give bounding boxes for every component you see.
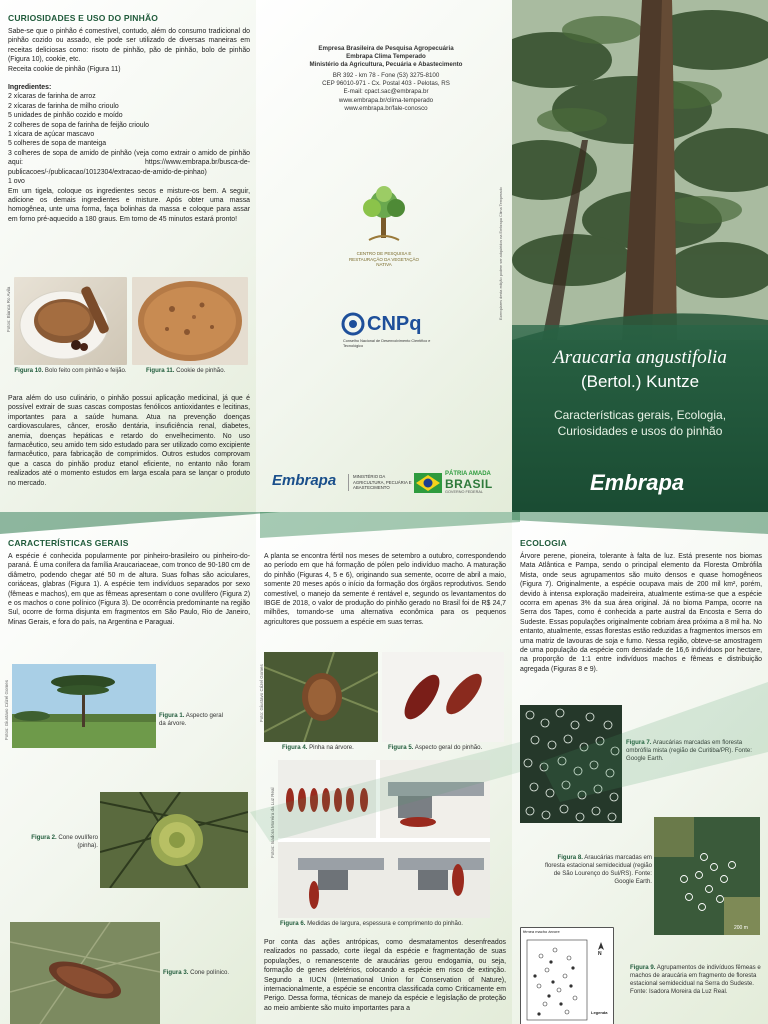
satellite-photo-2 [654, 817, 760, 935]
satellite-image-2 [654, 817, 760, 935]
cone-image [100, 792, 248, 888]
address-line: BR 392 - km 78 - Fone (53) 3275-8100 [332, 72, 440, 79]
fig10-caption: Bolo feito com pinhão e feijão. [44, 367, 127, 374]
fig2-label: Figura 2. [31, 834, 57, 841]
address-line: CEP 96010-971 - Cx. Postal 403 - Pelotas, RS [322, 80, 450, 88]
tree-logo-icon [334, 182, 434, 246]
ingredient-item: 3 colheres de sopa de amido de pinhão (veja como extrair o amido de pinhão aqui: https://www.embrapa.br/busca-de-publicacoes/-/publicacao/1012304/extracao-de-amido-de-pinhao) [8, 149, 250, 176]
curiosities-heading: CURIOSIDADES E USO DO PINHÃO [8, 13, 159, 23]
fig8-caption: Araucárias marcadas em floresta estacional semidecidual (região de São Lourenço do Sul/RS). Fonte: Google Earth. [544, 854, 652, 885]
org-block [286, 45, 486, 70]
cnpq-emblem-icon [341, 312, 365, 336]
org-line: Embrapa Clima Temperado [346, 53, 426, 61]
ingredient-item: 1 ovo [8, 178, 25, 186]
fig1-caption: Aspecto geral da árvore. [159, 712, 224, 727]
cover-subtitle-1: Características gerais, Ecologia, [553, 408, 727, 422]
cover-title: Araucaria angustifolia [553, 347, 727, 368]
reproduction-text: A planta se encontra fértil nos meses de setembro a outubro, correspondendo ao período em que há formação de pólen pelo indivíduo macho. A maturação do pinhão (Figuras 4, 5 e 6), originando sua semente, ocorre de abril a maio, somente 20 meses após o início da formação dos órgãos reprodutivos. Sendo comestível, o manejo da semente é rentável e, segundo os levantamentos do IBGE de 2018, o valor de produção do pinhão gerado no Brasil foi de R$ 24,7 milhões, tornando-se uma alternativa econômica para os pequenos agricultores que possuem a espécie em suas terras. [264, 553, 506, 626]
characteristics-panel [0, 512, 256, 1024]
ingredient-item: 5 unidades de pinhão cozido e moído [8, 112, 123, 120]
ecology-text: Árvore perene, pioneira, tolerante à falta de luz. Está presente nos biomas Mata Atlântica e Pampa, sendo o principal elemento da Floresta Ombrófila Mista, onde seus agrupamentos são muito densos e quase homogêneos (Figura 7). Originalmente, a espécie ocupava mais de 200 mil km², porém, devido à intensa exploração madeireira, atualmente estima-se que a espécie ocorra em apenas 3% da sua área original. Já no bioma Pampa, ocorre na Serra dos Tapes, como é conhecida a parte austral da Encosta e Serra do Sudeste. Essas populações originalmente cobriam área próxima a 8 mil ha. No entanto, atualmente, essas florestas estão reduzidas a fragmentos imersos em uma matriz de lavouras de soja e fumo. Nessa região, obteve-se amostragem de uma população da espécie com densidade de 16,6 indivíduos por hectare, na proporção de 1:1 entre indivíduos machos e fêmeas e distribuição agregada (Figuras 8 e 9). [520, 553, 762, 673]
fig4-caption: Pinha na árvore. [309, 744, 354, 751]
photo-credit: Fotos: Bianca Ro Avila [6, 286, 11, 332]
seed-image [382, 652, 504, 742]
map-top-label: fêmea macho árvore [523, 929, 560, 934]
fig1-label: Figura 1. [159, 712, 185, 719]
characteristics-heading: CARACTERÍSTICAS GERAIS [8, 538, 129, 548]
cnpq-subtitle: Conselho Nacional de Desenvolvimento Científico e Tecnológico [343, 339, 431, 348]
photo-credit: Fotos: Giustavo Crizel Gomes [4, 679, 9, 740]
contact-link[interactable]: www.embrapa.br/fale-conosco [344, 104, 428, 112]
governo-federal: GOVERNO FEDERAL [445, 490, 483, 494]
satellite-image-1 [520, 705, 622, 823]
cover-embrapa-logo: Embrapa [590, 470, 685, 495]
cookie-image [132, 277, 248, 365]
scale-label: 200 m [734, 925, 748, 931]
ingredient-item: 2 xícaras de farinha de arroz [8, 93, 96, 101]
brasil-word: BRASIL [445, 477, 493, 491]
pollen-cone-image [10, 922, 160, 1024]
fig3-caption: Cone polínico. [190, 969, 230, 976]
email-link[interactable]: E-mail: cpact.sac@embrapa.br [343, 88, 429, 96]
cover-subtitle-2: Curiosidades e usos do pinhão [557, 424, 723, 438]
tree-image [12, 664, 156, 748]
fig6-label: Figura 6. [280, 920, 306, 927]
footer-embrapa-logo: Embrapa [272, 472, 337, 489]
medicinal-text: Para além do uso culinário, o pinhão possui aplicação medicinal, já que é possível extrair de suas cascas compostas fenólicos antioxidantes e lecitinas, importantes para a saúde humana. Atua na prevenção doenças cardiovasculares, câncer, erosão dentária, insuficiência renal, diabetes, anemia, doenças hepáticas e retardo do envelhecimento. No uso farmacêutico, seu amido tem sido estudado para ser utilizado como excipiente farmacêutico, para fabricação de comprimidos. Outros estudos comprovam que a casca do pinhão produz etanol eficiente, no entanto não foram realizados até o momento estudos em larga escala para se lançar o produto no mercado. [8, 395, 250, 487]
cover-panel [512, 0, 768, 512]
tree-photo [12, 664, 156, 748]
fig4-label: Figura 4. [282, 744, 308, 751]
map-legend: Legenda [591, 1010, 608, 1015]
characteristics-text: A espécie é conhecida popularmente por pinheiro-brasileiro ou pinheiro-do-paraná. É uma conífera da família Araucariaceae, com tronco de 90-180 cm de diâmetro, podendo chegar até 50 m de altura. Suas folhas são aciculares, coriáceas, glabras (Figura 1). A espécie tem indivíduos separados por sexo (fêmeas e machos), em que as fêmeas apresentam o cone ovulífero (Figura 2) e os machos o cone polínico (Figura 3). De ocorrência predominante na região Sul, ocorre de forma disjunta em fragmentos em São Paulo, Rio de Janeiro, Minas Gerais, e fora do país, na Argentina e Paraguai. [8, 553, 250, 626]
fig7-caption: Araucárias marcadas em floresta ombrófila mista (região de Curitiba/PR). Fonte: Google Earth. [626, 739, 752, 762]
address-block [286, 72, 486, 113]
photo-credit: Fotos: Isadora Moreira da Luz Real [270, 787, 275, 858]
org-line: Ministério da Agricultura, Pecuária e Abastecimento [309, 61, 463, 69]
reproduction-panel [256, 512, 512, 1024]
org-line: Empresa Brasileira de Pesquisa Agropecuária [318, 45, 454, 52]
fig7-label: Figura 7. [626, 739, 652, 746]
brasil-logo [414, 471, 502, 495]
website-link[interactable]: www.embrapa.br/clima-temperado [338, 96, 434, 104]
network-logo-text: CENTRO DE PESQUISA E RESTAURAÇÃO DA VEGETAÇÃO NATIVA [348, 251, 420, 267]
ecology-heading: ECOLOGIA [520, 538, 567, 548]
curiosities-intro: Sabe-se que o pinhão é comestível, contudo, além do consumo tradicional do pinhão cozido ou assado, ele pode ser utilizado de diversas maneiras em receitas deliciosas como: risoto de pinhão, pão de pinhão, bolo de pinhão (Figura 10), cookie, etc. [8, 28, 250, 64]
ingredients-list [8, 92, 250, 186]
pinecone-tree-image [264, 652, 378, 742]
recipe-method: Em um tigela, coloque os ingredientes secos e misture-os bem. A seguir, adicione os demais ingredientes e misture. Após obter uma massa homogênea, unte uma forma, faça bolinhas da massa e coloque para assar em forno pré-aquecido a 180 graus. Em torno de 45 minutos estará pronto! [8, 187, 250, 223]
patria-amada: PÁTRIA AMADA [445, 471, 491, 477]
fig2-caption: Cone ovulífero (pinha). [58, 834, 98, 849]
cookie-photo [132, 277, 248, 365]
plot-map [520, 927, 614, 1024]
pinecone-tree-photo [264, 652, 378, 742]
cover-author: (Bertol.) Kuntze [580, 372, 700, 391]
conservation-text: Por conta das ações antrópicas, como desmatamentos desenfreados realizados no passado, corte ilegal da espécie e fragmentação de suas populações, o remanescente de araucárias gerou endogamia, ou seja, formação de genes deletérios, colocando a espécie em risco de extinção. Segundo a IUCN (International Union for Conservation of Nature), internacionalmente, a espécie se encontra classificada como Criticamente em Perigo. Dessa forma, técnicas de manejo da espécie e legislação de proteção ao meio ambiente são muito importantes para a [264, 939, 506, 1012]
cnpq-logo [341, 312, 461, 352]
curiosities-panel [0, 0, 256, 512]
satellite-photo-1 [520, 705, 622, 823]
ingredient-item: 1 xícara de açúcar mascavo [8, 131, 95, 139]
network-logo [334, 182, 434, 267]
measurement-photos [278, 760, 490, 918]
contact-panel [256, 0, 512, 512]
cake-image [14, 277, 127, 365]
cake-photo [14, 277, 127, 365]
fig11-label: Figura 11. [146, 367, 175, 374]
cnpq-name: CNPq [367, 313, 422, 335]
fig10-label: Figura 10. [14, 367, 44, 374]
ingredients-title: Ingredientes: [8, 84, 52, 92]
curiosities-text-block [8, 27, 250, 224]
flag-icon [414, 473, 442, 493]
ovuliferous-cone-photo [100, 792, 248, 888]
fig5-caption: Aspecto geral do pinhão. [414, 744, 483, 751]
fig6-caption: Medidas de largura, espessura e comprimento do pinhão. [307, 920, 463, 927]
map-north: N [598, 951, 602, 957]
pollen-cone-photo [10, 922, 160, 1024]
ingredient-item: 2 colheres de sopa de farinha de feijão crioulo [8, 121, 149, 129]
fig5-label: Figura 5. [388, 744, 414, 751]
ingredient-item: 5 colheres de sopa de manteiga [8, 140, 107, 148]
side-note: Exemplares desta edição podem ser adquiridos na Embrapa Clima Temperado [499, 187, 503, 320]
fig9-label: Figura 9. [630, 964, 656, 971]
fig8-label: Figura 8. [557, 854, 583, 861]
photo-credit: Foto: Giustavo Crizel Gomes [259, 664, 264, 722]
recipe-title: Receita cookie de pinhão (Figura 11) [8, 65, 121, 73]
ecology-panel [512, 512, 768, 1024]
ingredient-item: 2 xícaras de farinha de milho crioulo [8, 102, 119, 110]
seed-photo [382, 652, 504, 742]
fig3-label: Figura 3. [163, 969, 189, 976]
caliper-images [278, 760, 490, 918]
fig9-caption: Agrupamentos de indivíduos fêmeas e machos de araucária em fragmento de floresta estacional semidecidual na Serra do Sudeste. Fonte: Isadora Moreira da Luz Real. [630, 964, 761, 995]
fig11-caption: Cookie de pinhão. [176, 367, 226, 374]
footer-ministry: MINISTÉRIO DA AGRICULTURA, PECUÁRIA E ABASTECIMENTO [348, 474, 415, 491]
